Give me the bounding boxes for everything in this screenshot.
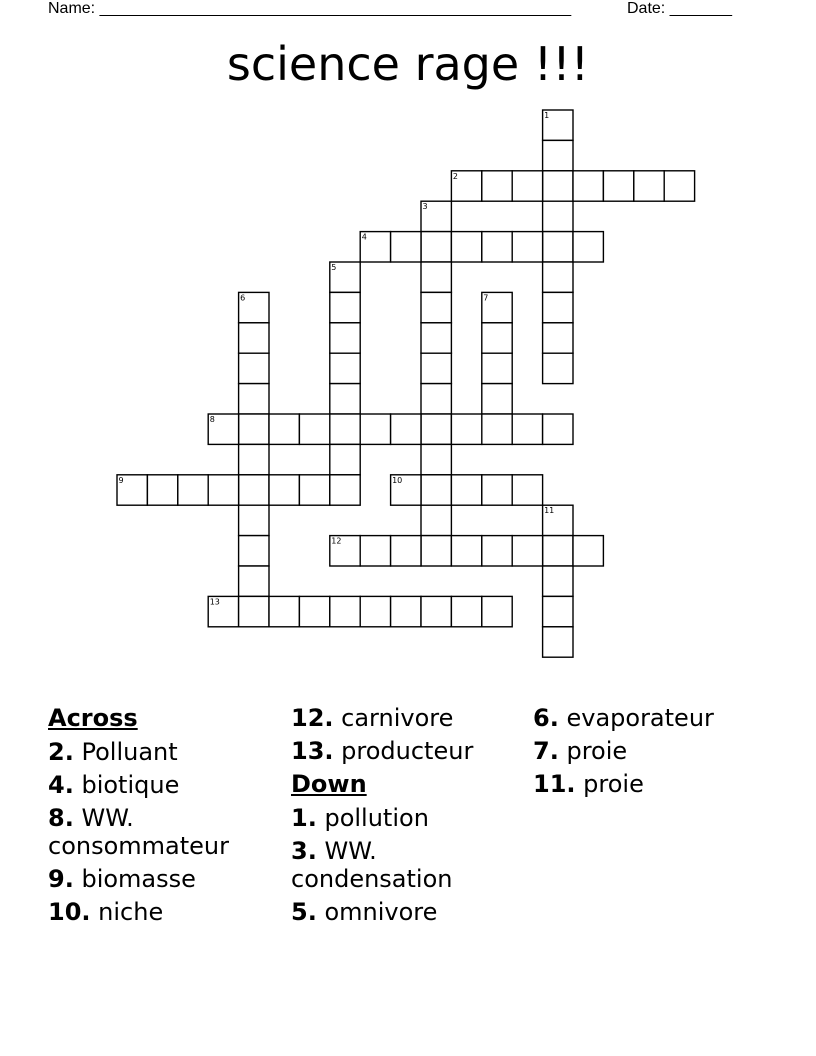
grid-cell [269,475,299,505]
grid-cell [391,414,421,444]
clue-item [48,896,288,929]
grid-cell [451,536,481,566]
grid-cell [421,353,451,383]
grid-cell [239,505,269,535]
clue-item [291,802,531,835]
cell-number: 3 [422,202,428,212]
clue-text: niche [98,897,164,926]
clue-number: 7. [533,737,559,765]
puzzle-title: science rage !!! [226,37,590,91]
grid-cell [482,171,512,201]
clue-text: omnivore [324,897,438,926]
clue-number: 2. [48,737,74,766]
down-heading: Down [291,770,367,798]
grid-cell [391,596,421,626]
grid-cell [239,353,269,383]
grid-cell [147,475,177,505]
clue-item [48,769,288,802]
across-heading: Across [48,704,138,732]
grid-cell [543,292,573,322]
cell-number: 5 [331,263,337,272]
grid-cell [543,262,573,292]
clue-column-3 [533,702,773,801]
clue-item [533,702,773,735]
grid-cell [391,536,421,566]
cell-number: 8 [209,415,215,424]
grid-cell [360,414,390,444]
clue-text: Polluant [81,737,178,766]
grid-cell [512,414,542,444]
grid-cell [482,323,512,353]
clue-item [291,735,531,768]
grid-cell [573,536,603,566]
cell-number: 10 [392,475,403,485]
clue-number: 11. [533,770,576,798]
grid-cell [330,475,360,505]
grid-cell [512,232,542,262]
clue-item [533,735,773,768]
grid-cell [421,475,451,505]
grid-cell [299,414,329,444]
grid-cell [330,444,360,474]
grid-cell [543,566,573,596]
name-line: Name: _____________________________________________________ [48,0,572,17]
clue-number: 13. [291,737,334,765]
grid-cell [421,505,451,535]
grid-cell [634,171,664,201]
grid-cell [330,414,360,444]
grid-cell [482,536,512,566]
clue-item [48,802,288,863]
clue-number: 4. [48,770,74,799]
cell-number: 13 [209,597,220,607]
clue-text: proie [566,737,628,765]
grid-cell [299,596,329,626]
clue-text: WW. consommateur [48,803,229,860]
cell-number: 9 [118,475,124,485]
grid-cell [421,536,451,566]
grid-cell [543,353,573,383]
grid-cell [299,475,329,505]
grid-cell [330,353,360,383]
clue-number: 1. [291,803,317,832]
clue-item [291,835,531,896]
clue-item [533,768,773,801]
grid-cell [543,627,573,657]
cell-number: 7 [483,293,489,303]
grid-cell [543,201,573,231]
grid-cell [421,444,451,474]
grid-cell [360,536,390,566]
clue-number: 12. [291,704,334,732]
grid-cell [239,323,269,353]
grid-cell [421,292,451,322]
grid-cell [482,475,512,505]
clue-number: 6. [533,704,559,732]
grid-cell [482,414,512,444]
grid-cell [543,536,573,566]
grid-cell [269,596,299,626]
grid-cell [208,475,238,505]
grid-cell [603,171,633,201]
grid-cell [512,171,542,201]
grid-cell [421,262,451,292]
grid-cell [239,596,269,626]
clue-number: 9. [48,864,74,893]
clue-number: 5. [291,897,317,926]
grid-cell [543,232,573,262]
grid-cell [239,536,269,566]
cell-number: 11 [544,506,555,516]
grid-cell [512,475,542,505]
grid-cell [451,232,481,262]
clue-number: 3. [291,836,317,865]
clue-column-1 [48,702,288,929]
grid-cell [482,353,512,383]
cell-number: 6 [240,293,246,303]
grid-cell [239,475,269,505]
grid-cell [543,414,573,444]
clue-text: WW. condensation [291,836,453,893]
clue-item [291,702,531,735]
grid-cell [482,596,512,626]
clue-item [291,896,531,929]
grid-cell [664,171,694,201]
date-line: Date: _______ [627,0,732,17]
cell-number: 4 [361,232,367,242]
grid-cell [451,475,481,505]
grid-cell [543,140,573,170]
grid-cell [239,444,269,474]
clue-text: proie [583,770,644,798]
cell-number: 2 [452,171,458,181]
grid-cell [573,232,603,262]
cell-number: 1 [544,111,550,120]
grid-cell [482,232,512,262]
grid-cell [421,323,451,353]
grid-cell [482,384,512,414]
grid-cell [239,384,269,414]
clue-item [48,736,288,769]
clue-text: biotique [81,770,180,799]
clue-text: producteur [341,737,474,765]
grid-cell [360,596,390,626]
clue-number: 10. [48,897,91,926]
grid-cell [391,232,421,262]
clue-text: biomasse [81,864,196,893]
grid-cell [543,171,573,201]
grid-cell [421,384,451,414]
grid-cell [178,475,208,505]
grid-cell [512,536,542,566]
clue-item [48,863,288,896]
clue-number: 8. [48,803,74,832]
grid-cell [421,232,451,262]
grid-cell [239,566,269,596]
grid-cell [330,292,360,322]
clue-text: pollution [324,803,429,832]
grid-cell [451,596,481,626]
grid-cell [451,414,481,444]
grid-cell [330,384,360,414]
grid-cell [239,414,269,444]
grid-cell [421,414,451,444]
grid-cell [543,323,573,353]
cell-number: 12 [331,536,342,546]
grid-cell [543,596,573,626]
grid-cell [330,596,360,626]
grid-cell [421,596,451,626]
grid-cell [573,171,603,201]
clue-text: carnivore [341,704,454,732]
clue-text: evaporateur [566,704,714,732]
grid-cell [269,414,299,444]
clue-column-2 [291,702,531,929]
grid-cell [330,323,360,353]
